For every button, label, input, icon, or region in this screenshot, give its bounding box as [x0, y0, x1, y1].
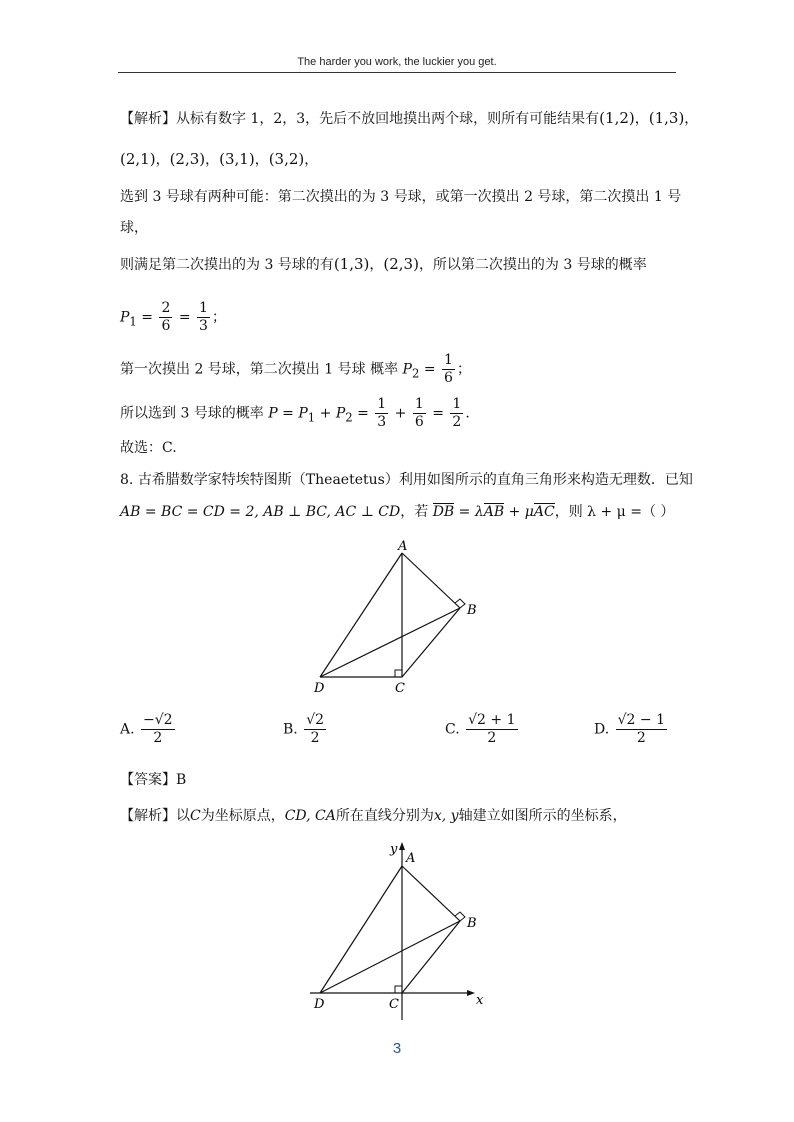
- segment-BC: [402, 921, 460, 993]
- svg-text:x: x: [476, 993, 484, 1008]
- outcome-pair: (3,2): [268, 150, 305, 168]
- right-angle-mark-C: [395, 670, 402, 677]
- analysis7-line4: 球，: [120, 220, 148, 236]
- header-motto: The harder you work, the luckier you get.: [297, 56, 497, 68]
- header-rule: [118, 72, 676, 73]
- x-axis-arrow: [467, 990, 475, 996]
- segment-DB: [320, 608, 460, 677]
- question8-stem: 8. 古希腊数学家特埃特图斯（Theaetetus）利用如图所示的直角三角形来构造无理数．已知: [120, 472, 693, 488]
- analysis-tag: 【解析】: [120, 111, 176, 127]
- p1-formula: $P_1$ = $\frac{2}{6}$ = $\frac{1}{3}$ ；: [120, 300, 226, 334]
- right-angle-mark-C: [395, 986, 402, 993]
- segment-AB: [402, 866, 460, 921]
- segment-DA: [320, 553, 402, 677]
- p2-line: 第一次摸出 2 号球，第二次摸出 1 号球 概率 $P_2$ = $\frac{1}{6}$ ；: [120, 352, 471, 386]
- svg-text:y: y: [390, 842, 398, 857]
- fraction: $\frac{1}{6}$: [414, 396, 424, 430]
- conclusion: 故选：C.: [120, 440, 177, 456]
- analysis8-line: 【解析】以C为坐标原点，CD, CA所在直线分别为x, y轴建立如图所示的坐标系，: [120, 808, 627, 824]
- outcome-pair: (2,1): [120, 150, 156, 168]
- segment-BC: [402, 608, 460, 677]
- outcome-pair: (2,3): [383, 255, 419, 273]
- page-number: 3: [392, 1040, 402, 1057]
- fraction: $\frac{1}{6}$: [444, 352, 453, 386]
- right-angle-mark-B: [455, 599, 465, 608]
- analysis7-line5: 则满足第二次摸出的为 3 号球的有(1,3)，(2,3)，所以第二次摸出的为 3 号球的概率: [120, 255, 647, 273]
- outcome-pair: (2,3): [169, 150, 206, 168]
- y-axis-arrow: [399, 842, 405, 850]
- analysis7-intro: 从标有数字 1，2，3，先后不放回地摸出两个球，则所有可能结果有: [176, 111, 600, 127]
- outcome-pair: (3,1): [219, 150, 255, 168]
- fraction: $\frac{2}{6}$: [161, 300, 171, 334]
- right-angle-mark-B: [455, 912, 465, 921]
- fraction: $\frac{1}{3}$: [199, 300, 208, 334]
- svg-text:C: C: [389, 997, 399, 1012]
- choice-b[interactable]: B. $\frac{√2}{2}$: [283, 712, 325, 746]
- figure-triangles: [300, 535, 500, 700]
- fraction: $\frac{1}{3}$: [377, 396, 387, 430]
- svg-text:A: A: [406, 851, 416, 866]
- total-probability-line: 所以选到 3 号球的概率 $P = P_1 + P_2$ = $\frac{1}{3}$ + $\frac{1}{6}$ = $\frac{1}{2}$ .: [120, 396, 470, 430]
- svg-text:D: D: [314, 681, 325, 696]
- segment-DA: [320, 866, 402, 993]
- figure-coordinate-system: [300, 835, 500, 1025]
- question8-condition: AB = BC = CD = 2, AB ⊥ BC, AC ⊥ CD，若 DB = λAB + μAC，则 λ + μ =（ ）: [120, 504, 675, 520]
- analysis7-line3: 选到 3 号球有两种可能：第二次摸出的为 3 号球，或第一次摸出 2 号球，第二次摸出 1 号: [120, 189, 682, 205]
- svg-text:A: A: [398, 539, 408, 554]
- answer-line: 【答案】B: [120, 772, 187, 788]
- svg-text:B: B: [467, 916, 477, 931]
- svg-text:D: D: [314, 997, 325, 1012]
- analysis7-line2: (2,1)，(2,3)，(3,1)，(3,2)，: [120, 150, 319, 168]
- choice-a[interactable]: A. $\frac{-√2}{2}$: [120, 712, 173, 746]
- outcome-pair: (1,2): [599, 109, 635, 127]
- segment-DB: [320, 921, 460, 993]
- outcome-pair: (1,3): [333, 255, 370, 273]
- svg-text:C: C: [395, 681, 405, 696]
- analysis7-line1: 【解析】从标有数字 1，2，3，先后不放回地摸出两个球，则所有可能结果有(1,2)，(1,3)，: [120, 109, 699, 127]
- svg-text:B: B: [467, 603, 477, 618]
- choice-c[interactable]: C. $\frac{√2 + 1}{2}$: [445, 712, 516, 746]
- outcome-pair: (1,3): [648, 109, 685, 127]
- fraction: $\frac{1}{2}$: [452, 396, 462, 430]
- segment-AB: [402, 553, 460, 608]
- choice-d[interactable]: D. $\frac{√2 - 1}{2}$: [594, 712, 666, 746]
